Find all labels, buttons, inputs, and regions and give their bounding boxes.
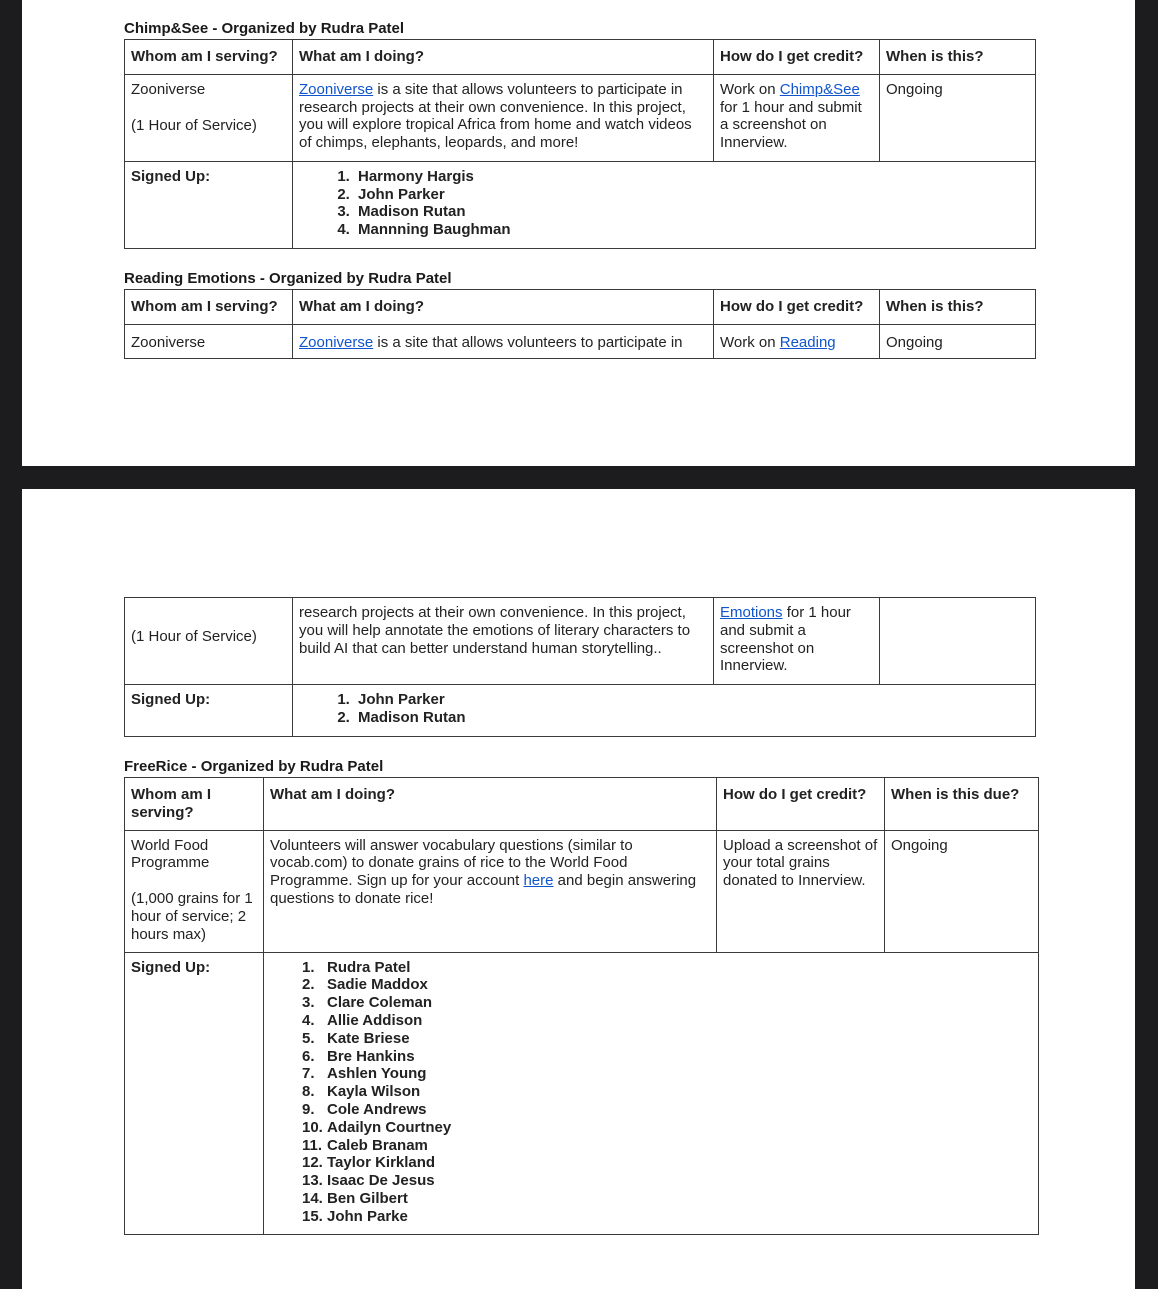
credit-cell: Upload a screenshot of your total grains donated to Innerview.: [717, 830, 885, 952]
header-credit: How do I get credit?: [714, 290, 880, 325]
doing-cell: [293, 74, 714, 161]
header-when: When is this?: [880, 290, 1036, 325]
header-what: What am I doing?: [293, 40, 714, 75]
zooniverse-link[interactable]: Zooniverse: [299, 80, 374, 98]
list-number: 14.: [302, 1189, 323, 1207]
list-number: 13.: [302, 1172, 323, 1190]
credit-cell: [714, 74, 880, 161]
reading-emotions-table-part-1: [124, 289, 1036, 359]
list-item-name: Ashlen Young: [327, 1065, 427, 1083]
service-hours: (1 Hour of Service): [131, 116, 257, 134]
list-item-name: Taylor Kirkland: [327, 1154, 436, 1172]
table-row: [125, 830, 1039, 952]
list-item: 1. Harmony Hargis: [354, 168, 1029, 186]
list-item-name: Rudra Patel: [327, 958, 411, 976]
credit-suffix: for 1 hour and submit a screenshot on Innerview.: [720, 98, 862, 152]
list-item: [302, 1119, 1032, 1137]
list-item-name: Clare Coleman: [327, 994, 433, 1012]
section-title-chimp-and-see: Chimp&See - Organized by Rudra Patel: [124, 20, 405, 37]
serving-org: Zooniverse: [131, 80, 206, 98]
list-item-name: Ben Gilbert: [327, 1189, 408, 1207]
list-item: [302, 1154, 1032, 1172]
list-item: [302, 1101, 1032, 1119]
list-item: 3. Madison Rutan: [354, 203, 1029, 221]
chimp-and-see-link[interactable]: Chimp&See: [779, 80, 860, 98]
credit-prefix: Work on: [720, 80, 780, 98]
reading-emotions-link[interactable]: Emotions: [720, 604, 783, 621]
freerice-table: [124, 777, 1039, 1235]
list-item: [302, 1048, 1032, 1066]
table-header-row: [125, 290, 1036, 325]
list-item-name: John Parke: [327, 1207, 408, 1225]
when-cell: Ongoing: [885, 830, 1039, 952]
signed-up-list-cell: [293, 161, 1036, 248]
list-number: 9.: [302, 1100, 315, 1118]
doing-cell: [264, 830, 717, 952]
credit-prefix: Work on: [720, 333, 780, 351]
list-number: 5.: [302, 1029, 315, 1047]
credit-cell: [714, 598, 880, 685]
list-item: [302, 1172, 1032, 1190]
header-credit: How do I get credit?: [717, 778, 885, 831]
signup-here-link[interactable]: here: [523, 872, 554, 890]
signed-up-row: [125, 161, 1036, 248]
document-page-2: [22, 489, 1135, 1289]
table-header-row: [125, 778, 1039, 831]
list-item: [302, 1083, 1032, 1101]
list-item-name: Kate Briese: [327, 1029, 410, 1047]
service-hours: (1 Hour of Service): [125, 598, 293, 685]
doing-cell: research projects at their own convenience. In this project, you will help annotate the emotions of literary characters to build AI that can better understand human storytelling..: [293, 598, 714, 685]
list-item: [302, 976, 1032, 994]
list-number: 4.: [302, 1011, 315, 1029]
when-cell-empty: [880, 598, 1036, 685]
signed-up-list: [299, 691, 1029, 727]
service-hours: (1,000 grains for 1 hour of service; 2 hours max): [131, 890, 253, 943]
credit-suffix: for 1 hour and submit a screenshot on Innerview.: [720, 604, 851, 675]
credit-cell: [714, 324, 880, 358]
signed-up-row: [125, 685, 1036, 737]
signed-up-label: Signed Up:: [125, 685, 293, 737]
doing-text: is a site that allows volunteers to participate in: [373, 333, 683, 351]
list-item: [302, 1208, 1032, 1226]
when-cell: Ongoing: [880, 324, 1036, 358]
list-item-name: Cole Andrews: [327, 1100, 427, 1118]
doing-text: is a site that allows volunteers to participate in research projects at their own convenience. In this project, you will explore tropical Africa from home and watch videos of chimps, elephants, leopards, and more!: [299, 80, 692, 152]
header-whom: Whom am I serving?: [125, 290, 293, 325]
serving-cell: [125, 830, 264, 952]
list-item: [302, 959, 1032, 977]
list-item: 2. Madison Rutan: [354, 709, 1029, 727]
signed-up-list: [270, 959, 1032, 1226]
signed-up-list-cell: [293, 685, 1036, 737]
signed-up-label: Signed Up:: [125, 161, 293, 248]
header-whom: Whom am I serving?: [125, 40, 293, 75]
list-item: [302, 1030, 1032, 1048]
list-number: 8.: [302, 1083, 315, 1101]
serving-org: Zooniverse: [125, 324, 293, 358]
header-what: What am I doing?: [293, 290, 714, 325]
header-what: What am I doing?: [264, 778, 717, 831]
list-number: 3.: [302, 994, 315, 1012]
list-item: [302, 1065, 1032, 1083]
list-item-name: Kayla Wilson: [327, 1083, 421, 1101]
section-title-freerice: FreeRice - Organized by Rudra Patel: [124, 758, 384, 775]
chimp-and-see-table: [124, 39, 1036, 249]
list-number: 15.: [302, 1207, 323, 1225]
serving-cell: [125, 74, 293, 161]
list-item-name: Adailyn Courtney: [327, 1118, 452, 1136]
list-number: 10.: [302, 1118, 323, 1136]
serving-org: World Food Programme: [131, 836, 210, 872]
doing-text: and begin answering questions to donate rice!: [270, 872, 697, 907]
header-whom: Whom am I serving?: [125, 778, 264, 831]
reading-emotions-table-part-2: [124, 597, 1036, 737]
signed-up-list: [299, 168, 1029, 239]
header-when: When is this due?: [885, 778, 1039, 831]
when-cell: Ongoing: [880, 74, 1036, 161]
list-number: 6.: [302, 1047, 315, 1065]
list-number: 7.: [302, 1065, 315, 1083]
header-when: When is this?: [880, 40, 1036, 75]
list-item-name: Caleb Branam: [327, 1136, 428, 1154]
table-row: [125, 598, 1036, 685]
list-item-name: Isaac De Jesus: [327, 1172, 435, 1190]
table-row: [125, 74, 1036, 161]
document-page-1: [22, 0, 1135, 466]
list-item-name: Allie Addison: [327, 1011, 423, 1029]
list-item: [302, 1137, 1032, 1155]
list-item: 2. John Parker: [354, 186, 1029, 204]
list-number: 1.: [302, 958, 315, 976]
list-number: 11.: [302, 1136, 323, 1154]
signed-up-label: Signed Up:: [125, 952, 264, 1234]
reading-emotions-link[interactable]: Reading: [779, 333, 836, 351]
doing-text: Volunteers will answer vocabulary questions (similar to vocab.com) to donate grains of rice to the World Food Programme. Sign up for your account: [270, 836, 633, 890]
list-item: 4. Mannning Baughman: [354, 221, 1029, 239]
signed-up-list-cell: [264, 952, 1039, 1234]
zooniverse-link[interactable]: Zooniverse: [299, 333, 374, 351]
list-item: [302, 1190, 1032, 1208]
list-item-name: Bre Hankins: [327, 1047, 415, 1065]
list-item: [302, 994, 1032, 1012]
list-number: 2.: [302, 976, 315, 994]
doing-cell: [293, 324, 714, 358]
table-row: [125, 324, 1036, 358]
list-number: 12.: [302, 1154, 323, 1172]
list-item: [302, 1012, 1032, 1030]
list-item: 1. John Parker: [354, 691, 1029, 709]
header-credit: How do I get credit?: [714, 40, 880, 75]
table-header-row: [125, 40, 1036, 75]
list-item-name: Sadie Maddox: [327, 976, 428, 994]
signed-up-row: [125, 952, 1039, 1234]
section-title-reading-emotions: Reading Emotions - Organized by Rudra Patel: [124, 270, 452, 287]
